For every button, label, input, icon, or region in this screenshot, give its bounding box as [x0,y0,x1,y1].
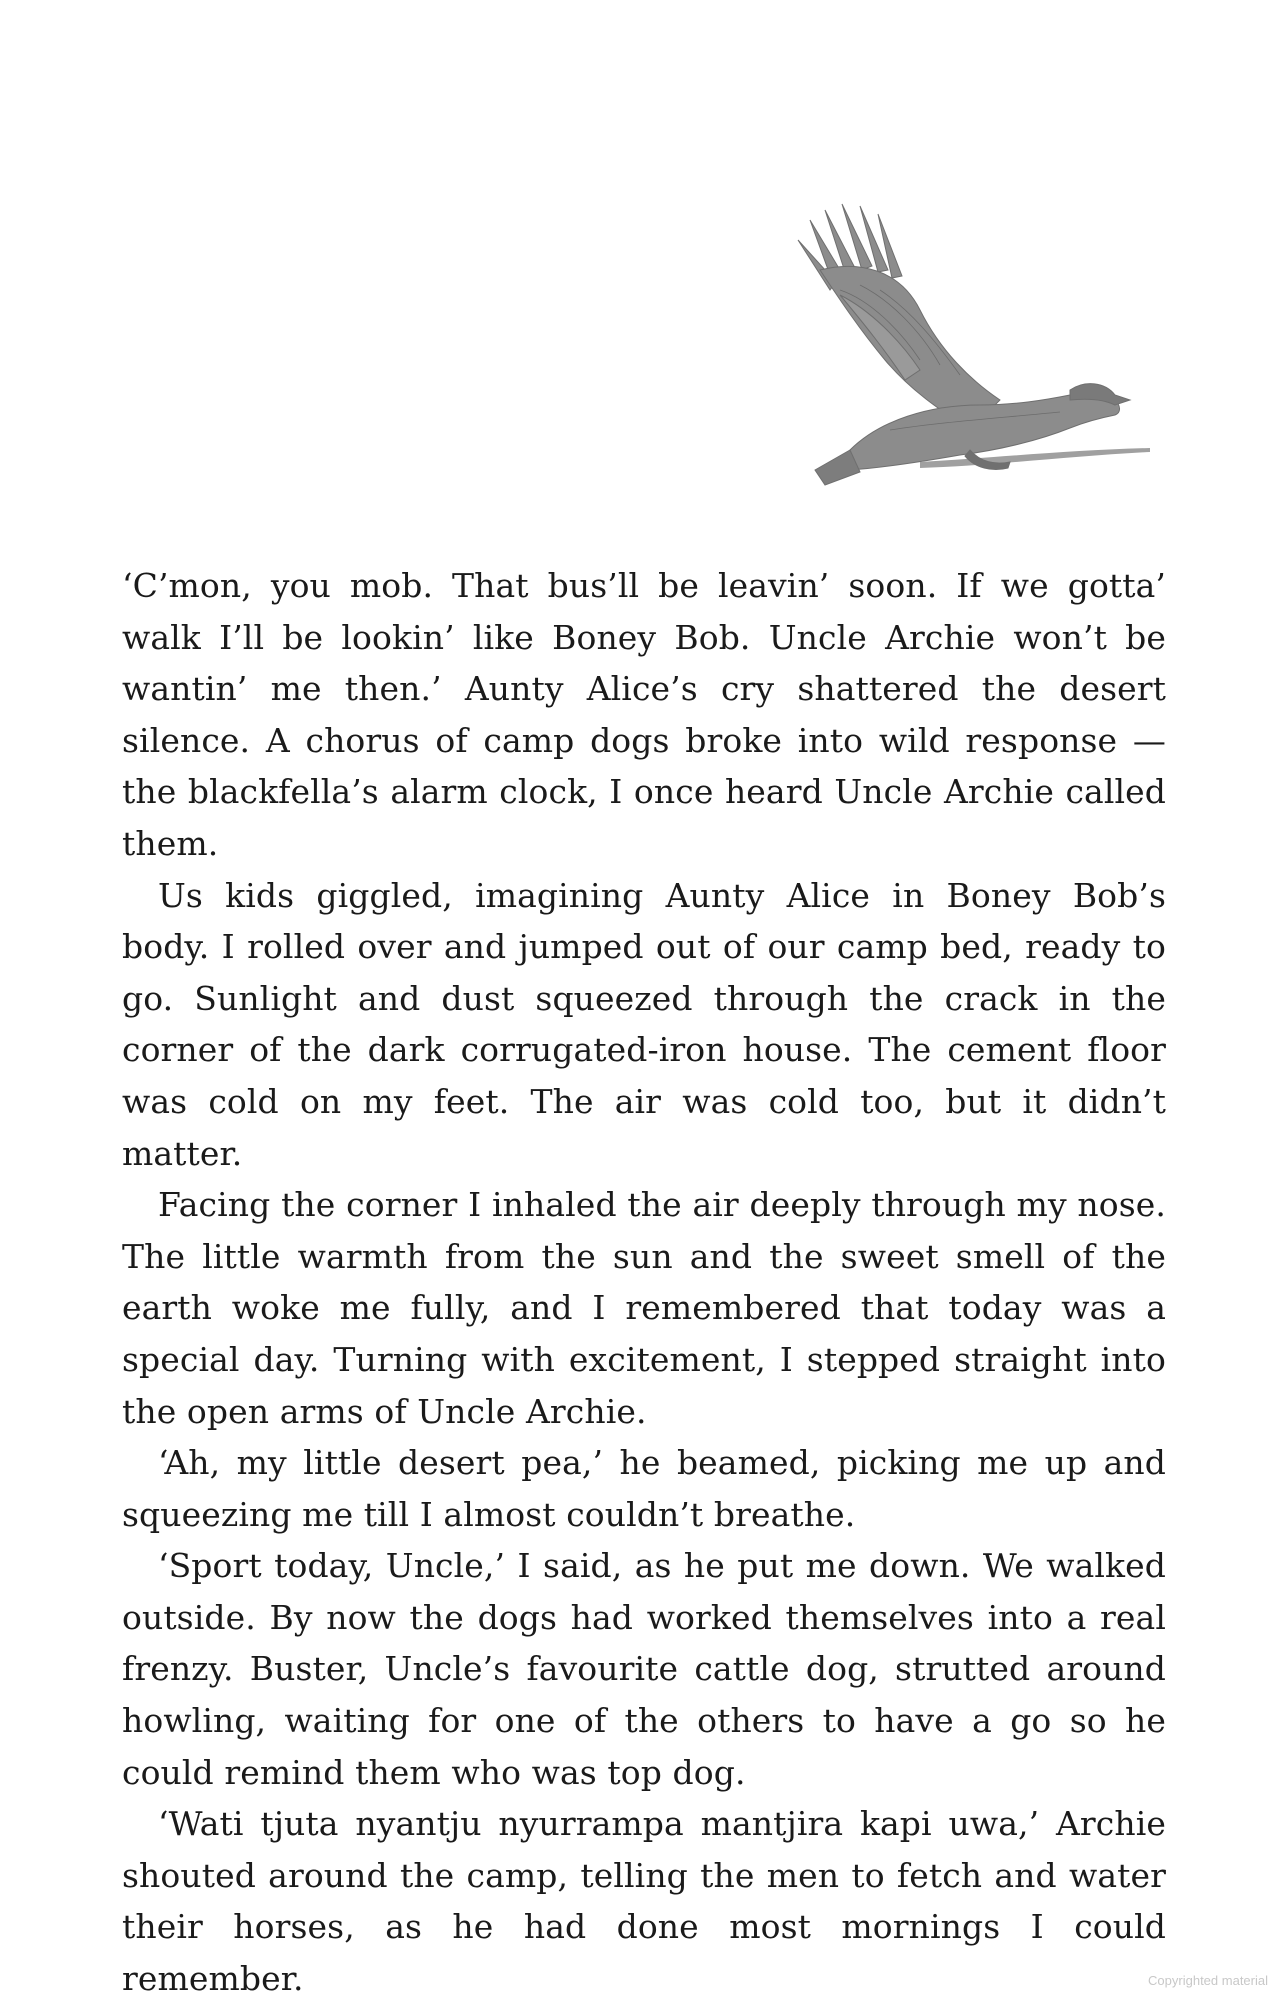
story-text [122,560,1166,2005]
paragraph: ‘Sport today, Uncle,’ I said, as he put me down. We walked outside. By now the dogs had worked themselves into a real frenzy. Buster, Uncle’s favourite cattle dog, strutted around howling, waiting for one of the others to have a go so he could remind them who was top dog. [122,1546,1166,1792]
paragraph: ‘Wati tjuta nyantju nyurrampa mantjira kapi uwa,’ Archie shouted around the camp, telling the men to fetch and water their horses, as he had done most mornings I could remember. [122,1804,1166,1999]
paragraph: ‘C’mon, you mob. That bus’ll be leavin’ soon. If we gotta’ walk I’ll be lookin’ like Boney Bob. Uncle Archie won’t be wantin’ me then.’ Aunty Alice’s cry shattered the desert silence. A chorus of camp dogs broke into wild response — the blackfella’s alarm clock, I once heard Uncle Archie called them. [122,566,1166,863]
paragraph: ‘Ah, my little desert pea,’ he beamed, picking me up and squeezing me till I almost couldn’t breathe. [122,1443,1166,1534]
paragraph: Us kids giggled, imagining Aunty Alice in Boney Bob’s body. I rolled over and jumped out of our camp bed, ready to go. Sunlight and dust squeezed through the crack in the corner of the dark corrugated-iron house. The cement floor was cold on my feet. The air was cold too, but it didn’t matter. [122,875,1166,1173]
eagle-illustration [770,200,1170,510]
paragraph: Facing the corner I inhaled the air deeply through my nose. The little warmth from the sun and the sweet smell of the earth woke me fully, and I remembered that today was a special day. Turning with excitement, I stepped straight into the open arms of Uncle Archie. [122,1185,1166,1431]
copyright-notice: Copyrighted material [1148,1973,1268,1988]
